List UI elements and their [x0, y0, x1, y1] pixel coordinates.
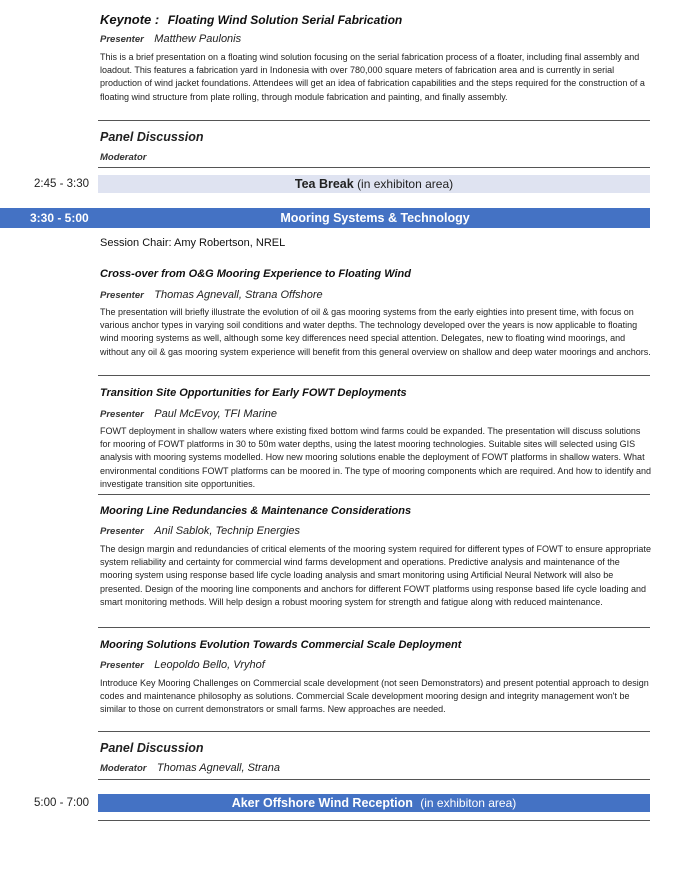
reception-time: 5:00 - 7:00: [34, 797, 89, 809]
talk-description: FOWT deployment in shallow waters where existing fixed bottom wind farms could be expanded. The presentation will discuss solutions for mooring of FOWT platforms in 30 to 50m water depths, using the latest mooring technologies. Suitable sites will selected using GIS analysis with mooring systems modelled. How new mooring solutions enable the deployment of FOWT platforms in shallow waters. What environmental conditions FOWT platforms can be moored in. The type of mooring components which are required. And how to identify and investigate transition site opportunities.: [100, 426, 651, 489]
reception-bar: [98, 794, 650, 812]
panel-discussion-title: Panel Discussion: [100, 741, 204, 755]
talk-presenter: Paul McEvoy, TFI Marine: [154, 408, 277, 420]
divider: [98, 731, 650, 732]
keynote-presenter: Matthew Paulonis: [154, 33, 242, 45]
talk-presenter-line: [100, 521, 300, 539]
session-header-bar: [0, 208, 650, 228]
talk-title: Mooring Line Redundancies & Maintenance Considerations: [100, 505, 412, 517]
talk-presenter-line: [100, 285, 323, 303]
talk-description: Introduce Key Mooring Challenges on Commercial scale development (not seen Demonstrators) and present potential approach to design codes and maintenance philosophy as solutions. Commercial Scale development mooring design and integrity management won't be similar to those on current demonstrators or small farms. New approaches are needed.: [100, 678, 649, 715]
panel-discussion-title: Panel Discussion: [100, 130, 204, 144]
tea-break-note: (in exhibiton area): [357, 177, 454, 191]
talk-description: The presentation will briefly illustrate the evolution of oil & gas mooring systems from the early eighties into present time, with focus on various anchor types in varying soil conditions and water depths. The technology developed over the years is now applicable to floating wind mooring systems as well, although some key differences need special attention. Delegates, new to floating wind moorings, and without any oil & gas mooring system experience will benefit from this general overview on shallow and deep water moorings and anchors.: [100, 307, 651, 357]
presenter-label: Presenter: [100, 526, 144, 537]
divider: [98, 120, 650, 121]
talk-title: Transition Site Opportunities for Early FOWT Deployments: [100, 387, 407, 399]
divider: [98, 627, 650, 628]
session-chair: Session Chair: Amy Robertson, NREL: [100, 237, 286, 249]
tea-break-bar: [98, 175, 650, 193]
divider: [98, 375, 650, 376]
talk-title: Mooring Solutions Evolution Towards Commercial Scale Deployment: [100, 639, 462, 651]
session-time: 3:30 - 5:00: [30, 211, 89, 225]
panel-moderator-line: [100, 758, 280, 776]
presenter-label: Presenter: [100, 409, 144, 420]
talk-presenter: Leopoldo Bello, Vryhof: [154, 659, 265, 671]
divider: [98, 167, 650, 168]
divider: [98, 820, 650, 821]
moderator-label: Moderator: [100, 763, 147, 774]
presenter-label: Presenter: [100, 290, 144, 301]
keynote-heading: [100, 11, 660, 29]
tea-break-time: 2:45 - 3:30: [34, 178, 89, 190]
talk-description: The design margin and redundancies of critical elements of the mooring system required for different types of FOWT to ensure appropriate system reliability and certainty for commercial wind farms development and operations. Predictive analysis and maintenance of the mooring system using response based life cycle loading analysis and smart monitoring using Artificial Neural Network will also be presented. Design of the mooring line components and anchors for different FOWT platforms using response based life cycle loading and smart monitoring methods. Will help design a robust mooring system for strength and fatigue along with reduced maintenance.: [100, 544, 651, 607]
talk-presenter: Thomas Agnevall, Strana Offshore: [154, 289, 323, 301]
keynote-description: This is a brief presentation on a floating wind solution focusing on the serial fabrication process of a floater, including final assembly and loadout. This features a fabrication yard in Indonesia with over 780,000 square meters of fabrication area and is currently in serial production of wind jacket foundations. Attendees will get an idea of fabrication capabilities and the steps required for the construction of a floating wind structure from plate rolling, through module fabrication and painting, and finally assembly.: [100, 52, 645, 102]
moderator-label: Moderator: [100, 152, 147, 163]
panel-moderator-line: [100, 147, 152, 165]
keynote-title: Floating Wind Solution Serial Fabrication: [167, 13, 403, 27]
talk-title: Cross-over from O&G Mooring Experience to Floating Wind: [100, 268, 411, 280]
reception-note: (in exhibiton area): [420, 796, 517, 810]
divider: [98, 494, 650, 495]
tea-break-title: Tea Break: [294, 177, 354, 191]
panel-moderator: Thomas Agnevall, Strana: [156, 762, 281, 774]
keynote-label: Keynote :: [100, 12, 160, 27]
session-title: Mooring Systems & Technology: [280, 211, 470, 225]
keynote-presenter-line: [100, 29, 241, 47]
talk-presenter-line: [100, 404, 277, 422]
divider: [98, 779, 650, 780]
presenter-label: Presenter: [100, 34, 144, 45]
reception-title: Aker Offshore Wind Reception: [231, 796, 413, 810]
presenter-label: Presenter: [100, 660, 144, 671]
talk-presenter: Anil Sablok, Technip Energies: [154, 525, 301, 537]
talk-presenter-line: [100, 655, 265, 673]
